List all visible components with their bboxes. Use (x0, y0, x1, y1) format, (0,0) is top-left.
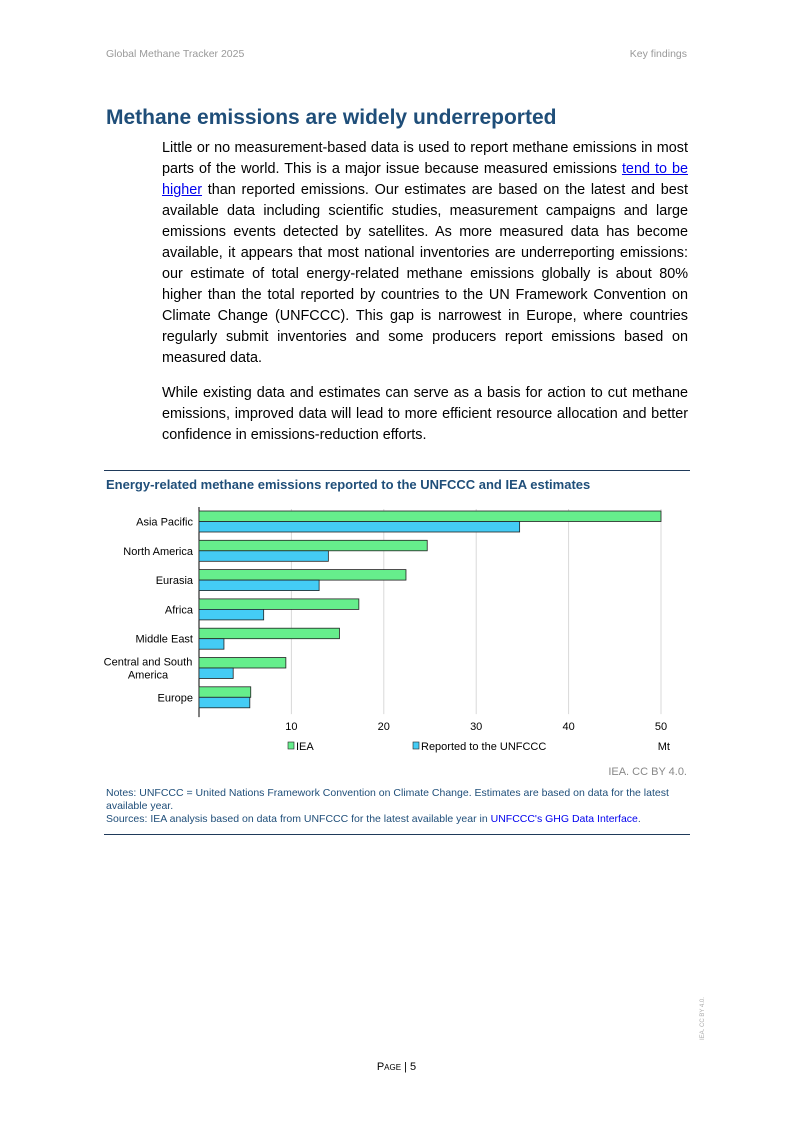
ghg-data-interface-link[interactable]: UNFCCC's GHG Data Interface (490, 813, 638, 825)
bar-reported-to-the-unfccc (199, 668, 233, 679)
header-section: Key findings (629, 48, 687, 60)
bar-iea (199, 599, 359, 610)
bar-reported-to-the-unfccc (199, 580, 319, 591)
y-category-label: Eurasia (155, 575, 193, 588)
chart-title: Energy-related methane emissions reported to the UNFCCC and IEA estimates (106, 477, 591, 492)
bar-iea (199, 540, 427, 551)
x-tick-label: 20 (377, 721, 390, 733)
x-tick-label: 30 (470, 721, 483, 733)
y-category-label: Central and South (103, 656, 193, 669)
bar-reported-to-the-unfccc (199, 551, 328, 562)
legend-swatch (413, 742, 419, 749)
tend-to-be-higher-link[interactable]: tend to be higher (162, 161, 688, 198)
side-credit: IEA. CC BY 4.0. (700, 997, 706, 1040)
x-tick-label: 50 (654, 721, 668, 733)
bar-iea (199, 658, 286, 669)
bar-reported-to-the-unfccc (199, 697, 250, 708)
chart-credit: IEA. CC BY 4.0. (608, 766, 687, 778)
x-tick-label: 40 (562, 721, 575, 733)
y-category-label: Middle East (135, 633, 193, 646)
legend-label: IEA (296, 741, 314, 753)
bar-iea (199, 687, 251, 698)
y-category-label: North America (123, 545, 193, 558)
bar-iea (199, 628, 339, 639)
x-tick-label: 10 (285, 721, 298, 733)
legend-swatch (288, 742, 294, 749)
y-category-label: Africa (164, 604, 193, 617)
paragraph-1: Little or no measurement-based data is used to report methane emissions in most parts of the world. This is a major issue because measured emissions tend to be higher than reported emissions. Our estimates are based on the latest and best available data including scientific studies, measurement campaigns and large emissions events detected by satellites. As more measured data has become available, it appears that most national inventories are underreporting emissions: our estimate of total energy-related methane emissions globally is about 80% higher than the total reported by countries to the UN Framework Convention on Climate Change (UNFCCC). This gap is narrowest in Europe, where countries regularly submit inventories and some producers report emissions based on measured data. (162, 140, 688, 366)
paragraph-2: While existing data and estimates can serve as a basis for action to cut methane emissions, improved data will lead to more efficient resource allocation and better confidence in emissions-reduction efforts. (162, 385, 688, 443)
bar-iea (199, 511, 661, 522)
y-category-label: America (127, 669, 169, 682)
x-axis-unit: Mt (657, 741, 670, 753)
legend-label: Reported to the UNFCCC (421, 741, 547, 753)
y-category-label: Asia Pacific (136, 516, 193, 529)
bar-reported-to-the-unfccc (199, 609, 264, 620)
bar-iea (199, 570, 406, 581)
bar-reported-to-the-unfccc (199, 639, 224, 650)
y-category-label: Europe (157, 692, 193, 705)
chart-bottom-rule (104, 834, 690, 835)
page-number: Page | 5 (376, 1061, 417, 1073)
chart-notes: Notes: UNFCCC = United Nations Framework Convention on Climate Change. Estimates are based on data for the latest available year. Sources: IEA analysis based on data from UNFCCC for the latest available year in UNFCCC's GHG Data Interface. (106, 787, 669, 825)
section-title: Methane emissions are widely underreported (106, 106, 557, 129)
bar-reported-to-the-unfccc (199, 522, 520, 533)
header-doc-title: Global Methane Tracker 2025 (106, 48, 245, 60)
